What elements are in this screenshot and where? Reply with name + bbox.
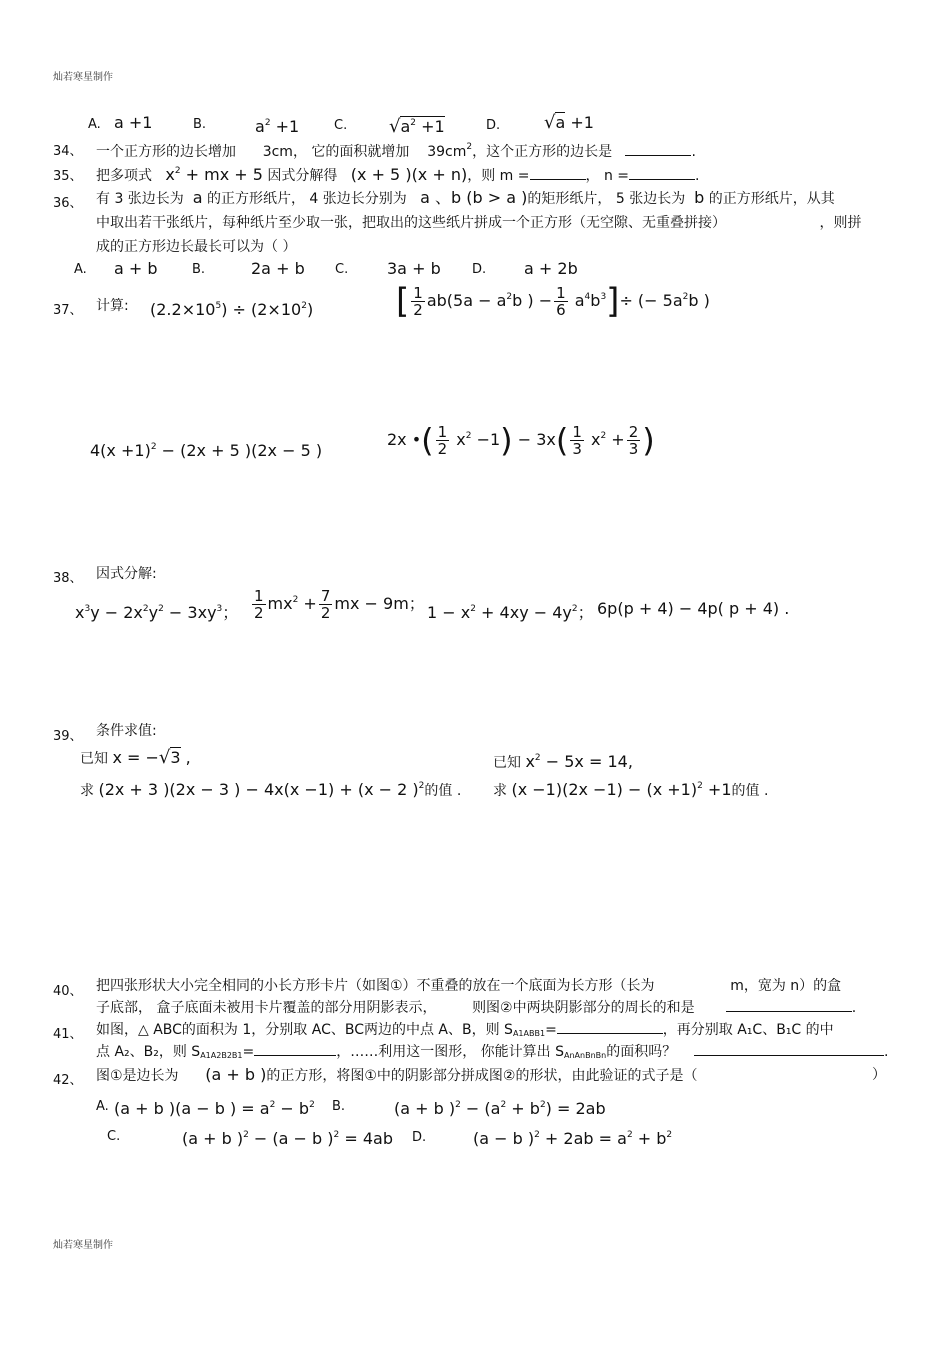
q36-line-1: 有 3 张边长为 a 的正方形纸片， 4 张边长分别为 a 、b (b > a )的矩形纸片， 5 张边长为 b 的正方形纸片，从其 xyxy=(96,188,835,207)
q36-option-d-label: D. xyxy=(472,262,487,277)
q36-line-3: 成的正方形边长最长可以为（ ） xyxy=(96,239,297,255)
q33-option-d-label: D. xyxy=(486,118,501,133)
q39-right-given: 已知 $x^2 - 5x = 14$, xyxy=(493,752,633,771)
q33-option-d: √a +1 xyxy=(544,112,594,133)
header-text: 灿若寒星制作 xyxy=(53,72,113,83)
q42-option-c: (a + b )$^2$ − (a − b )$^2$ = 4ab xyxy=(182,1129,393,1148)
q36-option-a-label: A. xyxy=(74,262,87,277)
q42-option-a: (a + b )(a − b ) = $a^2 - b^2$ xyxy=(114,1099,315,1118)
q42-option-d-label: D. xyxy=(412,1130,427,1145)
q39-left-given: 已知 x = −√3 , xyxy=(80,747,191,768)
footer-text: 灿若寒星制作 xyxy=(53,1240,113,1251)
q35-text: 把多项式 $x^2$ + mx + 5 因式分解得 (x + 5 )(x + n)，则 m = ， n = . xyxy=(96,165,700,184)
q33-option-b-label: B. xyxy=(193,117,207,132)
q36-options xyxy=(74,260,674,280)
q38-expression-3: $1 - x^2 + 4xy - 4y^2$； xyxy=(427,603,594,622)
q41-line-2: 点 A₂、B₂，则 $S_{A1A2B2B1}=$ ，……利用这一图形， 你能计算出 $S_{AnAnBnBn}$的面积吗？ . xyxy=(96,1044,889,1060)
q39-label: 条件求值: xyxy=(96,723,157,739)
q37-label: 计算: xyxy=(96,298,129,314)
q42-text: 图①是边长为 (a + b )的正方形，将图①中的阴影部分拼成图②的形状，由此验证的式子是（ xyxy=(96,1065,698,1084)
q42-option-c-label: C. xyxy=(107,1129,121,1144)
q33-option-a: a +1 xyxy=(114,113,153,132)
q38-expression-4: 6p(p + 4) − 4p( p + 4) . xyxy=(597,599,790,618)
q37-expression-4: 2x •( $\frac{1}{2}$ $x^2 -1) - 3x$( $\frac{1}{3}$ $x^2$ + $\frac{2}{3}$ ) xyxy=(387,421,655,460)
q41-number: 41、 xyxy=(53,1027,83,1042)
q36-option-c-label: C. xyxy=(335,262,349,277)
q42-option-d: (a − b )$^2 + 2ab = a^2 + b^2$ xyxy=(473,1129,673,1148)
q40-number: 40、 xyxy=(53,984,83,999)
q39-right-ask: 求 $(x -1)(2x -1) - (x +1)^2 +1$的值 . xyxy=(493,780,769,799)
q34-text: 一个正方形的边长增加 3cm， 它的面积就增加 $39cm^2$，这个正方形的边长是 . xyxy=(96,142,696,160)
q37-expression-2: [ $\frac{1}{2}$ $ab(5a - a^2b$ ) − $\frac{1}{6}$ $a^4b^3]\div$ (− $5a^2b$ ) xyxy=(396,281,710,322)
q36-option-a: a + b xyxy=(114,259,158,278)
q42-number: 42、 xyxy=(53,1073,83,1088)
q36-option-b-label: B. xyxy=(192,262,206,277)
q36-line-2: 中取出若干张纸片，每种纸片至少取一张，把取出的这些纸片拼成一个正方形（无空隙、无重叠拼接） ，则拼 xyxy=(96,215,862,231)
q42-option-b: (a + b )$^2 - (a^2 + b^2) = 2ab$ xyxy=(394,1099,606,1118)
q42-close-paren: ） xyxy=(872,1067,886,1083)
q33-option-c: $√a^2 +1$ xyxy=(389,116,445,137)
q35-number: 35、 xyxy=(53,169,83,184)
q34-number: 34、 xyxy=(53,144,83,159)
q38-expression-2: $\frac{1}{2}$ $mx^2$ + $\frac{7}{2}$ mx − 9m； xyxy=(254,587,425,622)
q37-expression-1: $(2.2\times 10^5) \div (2\times 10^2)$ xyxy=(150,300,314,319)
q40-line-2: 子底部， 盒子底面未被用卡片覆盖的部分用阴影表示， 则图②中两块阴影部分的周长的和是 . xyxy=(96,1000,857,1016)
q37-expression-3: $4(x +1)^2 - (2x + 5$ )(2x − 5 ) xyxy=(90,441,323,460)
q42-option-b-label: B. xyxy=(332,1099,346,1114)
q38-number: 38、 xyxy=(53,571,83,586)
q39-number: 39、 xyxy=(53,729,83,744)
q41-line-1: 如图，△ ABC的面积为 1，分别取 AC、BC两边的中点 A、B，则 $S_{A1ABB1}=$ ，再分别取 A₁C、B₁C 的中 xyxy=(96,1022,834,1038)
q36-option-b: 2a + b xyxy=(251,259,305,278)
q33-option-c-label: C. xyxy=(334,118,348,133)
q33-option-a-label: A. xyxy=(88,117,101,132)
q42-option-a-label: A. xyxy=(96,1099,109,1114)
q39-left-ask: 求 (2x + 3 )(2x − 3 ) − 4x(x −1) + (x − 2 )$^2$的值 . xyxy=(80,780,462,799)
q33-option-b: $a^2 +1$ xyxy=(255,117,300,136)
q38-expression-1: $x^3y - 2x^2y^2 - 3xy^3$； xyxy=(75,603,239,622)
q40-line-1: 把四张形状大小完全相同的小长方形卡片（如图①）不重叠的放在一个底面为长方形（长为 m，宽为 n）的盒 xyxy=(96,978,842,994)
q38-label: 因式分解: xyxy=(96,566,157,582)
q36-number: 36、 xyxy=(53,196,83,211)
q36-option-c: 3a + b xyxy=(387,259,441,278)
q36-option-d: a + 2b xyxy=(524,259,578,278)
q37-number: 37、 xyxy=(53,303,83,318)
